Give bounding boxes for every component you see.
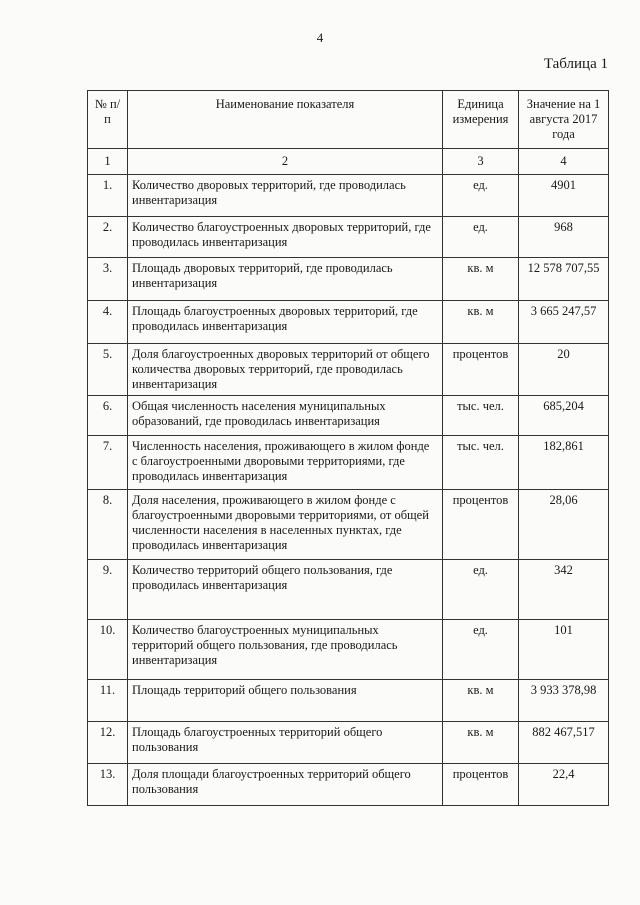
indicator-name: Доля площади благоустроенных территорий общего пользования — [128, 764, 443, 806]
indicators-table — [87, 90, 609, 806]
table-row — [88, 680, 609, 722]
indicator-name: Количество благоустроенных муниципальных территорий общего пользования, где проводилась инвентаризация — [128, 620, 443, 680]
table-row — [88, 722, 609, 764]
index-cell: 2 — [128, 149, 443, 175]
row-number: 1. — [88, 175, 128, 217]
table-row — [88, 490, 609, 560]
index-cell: 3 — [443, 149, 519, 175]
row-number: 2. — [88, 217, 128, 258]
indicator-value: 882 467,517 — [519, 722, 609, 764]
row-number: 10. — [88, 620, 128, 680]
unit-of-measure: процентов — [443, 764, 519, 806]
table-row — [88, 396, 609, 436]
table-row — [88, 436, 609, 490]
indicator-value: 4901 — [519, 175, 609, 217]
indicator-value: 28,06 — [519, 490, 609, 560]
indicator-value: 12 578 707,55 — [519, 258, 609, 301]
indicator-name: Доля благоустроенных дворовых территорий от общего количества дворовых территорий, где проводилась инвентаризация — [128, 344, 443, 396]
header-unit: Единица измерения — [443, 91, 519, 149]
indicator-name: Площадь дворовых территорий, где проводилась инвентаризация — [128, 258, 443, 301]
row-number: 12. — [88, 722, 128, 764]
indicator-value: 3 933 378,98 — [519, 680, 609, 722]
indicator-name: Площадь территорий общего пользования — [128, 680, 443, 722]
indicator-value: 101 — [519, 620, 609, 680]
row-number: 3. — [88, 258, 128, 301]
header-num: № п/п — [88, 91, 128, 149]
indicator-name: Количество территорий общего пользования, где проводилась инвентаризация — [128, 560, 443, 620]
table-row — [88, 217, 609, 258]
indicator-value: 182,861 — [519, 436, 609, 490]
row-number: 11. — [88, 680, 128, 722]
index-cell: 4 — [519, 149, 609, 175]
indicator-name: Доля населения, проживающего в жилом фонде с благоустроенными дворовыми территориями, от общей численности населения в населенных пунктах, где проводилась инвентаризация — [128, 490, 443, 560]
table-row — [88, 764, 609, 806]
unit-of-measure: кв. м — [443, 722, 519, 764]
unit-of-measure: ед. — [443, 560, 519, 620]
row-number: 5. — [88, 344, 128, 396]
indicator-value: 342 — [519, 560, 609, 620]
row-number: 7. — [88, 436, 128, 490]
table-label: Таблица 1 — [543, 56, 608, 72]
indicator-value: 3 665 247,57 — [519, 301, 609, 344]
header-name: Наименование показателя — [128, 91, 443, 149]
unit-of-measure: процентов — [443, 490, 519, 560]
row-number: 6. — [88, 396, 128, 436]
table-row — [88, 175, 609, 217]
table-header-row — [88, 91, 609, 149]
unit-of-measure: ед. — [443, 175, 519, 217]
table-row — [88, 301, 609, 344]
indicator-name: Площадь благоустроенных территорий общего пользования — [128, 722, 443, 764]
indicator-value: 20 — [519, 344, 609, 396]
indicator-name: Общая численность населения муниципальных образований, где проводилась инвентаризация — [128, 396, 443, 436]
row-number: 13. — [88, 764, 128, 806]
unit-of-measure: кв. м — [443, 680, 519, 722]
unit-of-measure: процентов — [443, 344, 519, 396]
unit-of-measure: кв. м — [443, 301, 519, 344]
page-number: 4 — [316, 30, 324, 45]
indicator-name: Численность населения, проживающего в жилом фонде с благоустроенными дворовыми территориями, где проводилась инвентаризация — [128, 436, 443, 490]
header-value: Значение на 1 августа 2017 года — [519, 91, 609, 149]
unit-of-measure: ед. — [443, 217, 519, 258]
row-number: 9. — [88, 560, 128, 620]
indicator-value: 22,4 — [519, 764, 609, 806]
table-row — [88, 560, 609, 620]
index-cell: 1 — [88, 149, 128, 175]
unit-of-measure: тыс. чел. — [443, 436, 519, 490]
table-row — [88, 620, 609, 680]
unit-of-measure: ед. — [443, 620, 519, 680]
row-number: 4. — [88, 301, 128, 344]
indicator-value: 685,204 — [519, 396, 609, 436]
indicator-name: Количество дворовых территорий, где проводилась инвентаризация — [128, 175, 443, 217]
indicator-name: Площадь благоустроенных дворовых территорий, где проводилась инвентаризация — [128, 301, 443, 344]
unit-of-measure: тыс. чел. — [443, 396, 519, 436]
table-row — [88, 344, 609, 396]
unit-of-measure: кв. м — [443, 258, 519, 301]
indicator-value: 968 — [519, 217, 609, 258]
row-number: 8. — [88, 490, 128, 560]
column-index-row — [88, 149, 609, 175]
indicator-name: Количество благоустроенных дворовых территорий, где проводилась инвентаризация — [128, 217, 443, 258]
table-row — [88, 258, 609, 301]
